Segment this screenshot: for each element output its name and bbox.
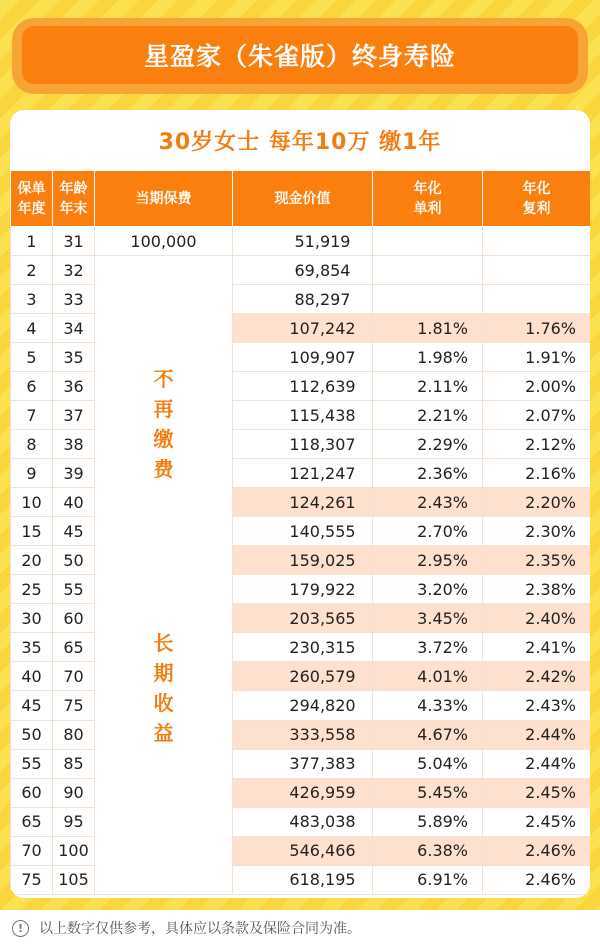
cell-age: 37 bbox=[53, 401, 95, 430]
cell-age: 38 bbox=[53, 430, 95, 459]
col-header-premium: 当期保费 bbox=[95, 171, 233, 227]
cell-simple-rate: 2.36% bbox=[373, 459, 483, 488]
cell-compound-rate: 2.07% bbox=[483, 401, 591, 430]
cell-compound-rate: 2.42% bbox=[483, 662, 591, 691]
col-header-age: 年龄 年末 bbox=[53, 171, 95, 227]
label-no-more-payment bbox=[95, 364, 232, 484]
cell-compound-rate bbox=[483, 256, 591, 285]
cell-compound-rate: 1.91% bbox=[483, 343, 591, 372]
premium-merged-cell bbox=[95, 256, 233, 895]
cell-simple-rate bbox=[373, 227, 483, 256]
cell-cash-value: 294,820 bbox=[233, 691, 373, 720]
disclaimer-bar bbox=[0, 910, 600, 946]
cell-compound-rate: 2.30% bbox=[483, 517, 591, 546]
col-header-year: 保单 年度 bbox=[11, 171, 53, 227]
cash-value-table bbox=[10, 170, 590, 895]
info-icon: ! bbox=[12, 920, 29, 937]
cell-policy-year: 55 bbox=[11, 749, 53, 778]
cell-compound-rate: 2.46% bbox=[483, 836, 591, 865]
cell-simple-rate: 3.20% bbox=[373, 575, 483, 604]
cell-policy-year: 70 bbox=[11, 836, 53, 865]
label-char: 益 bbox=[153, 721, 174, 745]
cell-simple-rate: 4.01% bbox=[373, 662, 483, 691]
cell-policy-year: 50 bbox=[11, 720, 53, 749]
label-char: 再 bbox=[153, 397, 174, 421]
cell-simple-rate: 5.45% bbox=[373, 778, 483, 807]
cell-simple-rate: 4.33% bbox=[373, 691, 483, 720]
cell-policy-year: 45 bbox=[11, 691, 53, 720]
cell-simple-rate: 3.72% bbox=[373, 633, 483, 662]
cell-compound-rate: 2.20% bbox=[483, 488, 591, 517]
cell-compound-rate: 2.45% bbox=[483, 807, 591, 836]
cell-compound-rate bbox=[483, 285, 591, 314]
cell-cash-value: 69,854 bbox=[233, 256, 373, 285]
cell-policy-year: 9 bbox=[11, 459, 53, 488]
cell-policy-year: 8 bbox=[11, 430, 53, 459]
cell-simple-rate bbox=[373, 285, 483, 314]
label-char: 期 bbox=[153, 661, 174, 685]
cell-cash-value: 333,558 bbox=[233, 720, 373, 749]
cell-cash-value: 121,247 bbox=[233, 459, 373, 488]
cell-simple-rate: 2.29% bbox=[373, 430, 483, 459]
cell-compound-rate: 2.40% bbox=[483, 604, 591, 633]
cell-policy-year: 4 bbox=[11, 314, 53, 343]
cell-cash-value: 51,919 bbox=[233, 227, 373, 256]
cell-policy-year: 6 bbox=[11, 372, 53, 401]
cell-age: 31 bbox=[53, 227, 95, 256]
cell-age: 90 bbox=[53, 778, 95, 807]
label-long-term-return bbox=[95, 628, 232, 748]
cell-simple-rate: 2.43% bbox=[373, 488, 483, 517]
cell-simple-rate: 2.21% bbox=[373, 401, 483, 430]
cell-compound-rate: 2.16% bbox=[483, 459, 591, 488]
cell-cash-value: 140,555 bbox=[233, 517, 373, 546]
col-header-compound-rate: 年化 复利 bbox=[483, 171, 591, 227]
cell-cash-value: 88,297 bbox=[233, 285, 373, 314]
cell-simple-rate: 4.67% bbox=[373, 720, 483, 749]
cell-cash-value: 230,315 bbox=[233, 633, 373, 662]
cell-simple-rate: 1.98% bbox=[373, 343, 483, 372]
cell-policy-year: 25 bbox=[11, 575, 53, 604]
disclaimer-text: 以上数字仅供参考，具体应以条款及保险合同为准。 bbox=[39, 921, 361, 937]
cell-age: 95 bbox=[53, 807, 95, 836]
cell-cash-value: 159,025 bbox=[233, 546, 373, 575]
cell-compound-rate: 2.35% bbox=[483, 546, 591, 575]
cell-cash-value: 618,195 bbox=[233, 865, 373, 894]
label-char: 费 bbox=[153, 457, 174, 481]
plan-subtitle: 30岁女士 每年10万 缴1年 bbox=[158, 129, 442, 155]
cell-cash-value: 203,565 bbox=[233, 604, 373, 633]
cell-cash-value: 546,466 bbox=[233, 836, 373, 865]
cell-compound-rate: 2.00% bbox=[483, 372, 591, 401]
cell-age: 75 bbox=[53, 691, 95, 720]
label-char: 长 bbox=[153, 631, 174, 655]
cell-policy-year: 60 bbox=[11, 778, 53, 807]
cell-compound-rate: 2.45% bbox=[483, 778, 591, 807]
col-header-cash-value: 现金价值 bbox=[233, 171, 373, 227]
cell-simple-rate: 5.89% bbox=[373, 807, 483, 836]
cell-cash-value: 112,639 bbox=[233, 372, 373, 401]
cell-age: 36 bbox=[53, 372, 95, 401]
cell-policy-year: 1 bbox=[11, 227, 53, 256]
cell-cash-value: 107,242 bbox=[233, 314, 373, 343]
cell-simple-rate: 2.70% bbox=[373, 517, 483, 546]
cell-age: 70 bbox=[53, 662, 95, 691]
label-char: 收 bbox=[153, 691, 174, 715]
cell-compound-rate: 2.41% bbox=[483, 633, 591, 662]
cell-age: 33 bbox=[53, 285, 95, 314]
cell-age: 32 bbox=[53, 256, 95, 285]
cell-policy-year: 3 bbox=[11, 285, 53, 314]
cell-policy-year: 2 bbox=[11, 256, 53, 285]
cell-cash-value: 109,907 bbox=[233, 343, 373, 372]
cell-policy-year: 10 bbox=[11, 488, 53, 517]
label-char: 缴 bbox=[153, 427, 174, 451]
cell-compound-rate: 2.12% bbox=[483, 430, 591, 459]
cell-simple-rate: 5.04% bbox=[373, 749, 483, 778]
cell-cash-value: 260,579 bbox=[233, 662, 373, 691]
cell-age: 39 bbox=[53, 459, 95, 488]
cell-age: 65 bbox=[53, 633, 95, 662]
cell-cash-value: 377,383 bbox=[233, 749, 373, 778]
cell-age: 60 bbox=[53, 604, 95, 633]
cell-policy-year: 7 bbox=[11, 401, 53, 430]
cell-cash-value: 179,922 bbox=[233, 575, 373, 604]
cell-simple-rate: 2.11% bbox=[373, 372, 483, 401]
table-body bbox=[11, 227, 591, 895]
cell-age: 80 bbox=[53, 720, 95, 749]
cell-age: 50 bbox=[53, 546, 95, 575]
cell-policy-year: 30 bbox=[11, 604, 53, 633]
cell-age: 55 bbox=[53, 575, 95, 604]
table-row bbox=[11, 227, 591, 256]
cell-age: 105 bbox=[53, 865, 95, 894]
cell-age: 35 bbox=[53, 343, 95, 372]
cell-cash-value: 118,307 bbox=[233, 430, 373, 459]
cell-compound-rate: 2.43% bbox=[483, 691, 591, 720]
col-header-simple-rate: 年化 单利 bbox=[373, 171, 483, 227]
cell-policy-year: 15 bbox=[11, 517, 53, 546]
cell-simple-rate: 6.91% bbox=[373, 865, 483, 894]
label-char: 不 bbox=[153, 367, 174, 391]
cell-compound-rate: 2.46% bbox=[483, 865, 591, 894]
cell-premium: 100,000 bbox=[95, 227, 233, 256]
cell-age: 40 bbox=[53, 488, 95, 517]
cell-simple-rate: 2.95% bbox=[373, 546, 483, 575]
table-row bbox=[11, 256, 591, 285]
cell-compound-rate: 2.38% bbox=[483, 575, 591, 604]
table-header-row bbox=[11, 171, 591, 227]
cell-cash-value: 124,261 bbox=[233, 488, 373, 517]
content-card bbox=[10, 110, 590, 898]
cell-simple-rate: 1.81% bbox=[373, 314, 483, 343]
cell-compound-rate bbox=[483, 227, 591, 256]
cell-compound-rate: 2.44% bbox=[483, 749, 591, 778]
cell-policy-year: 75 bbox=[11, 865, 53, 894]
cell-policy-year: 40 bbox=[11, 662, 53, 691]
cell-simple-rate: 6.38% bbox=[373, 836, 483, 865]
cell-policy-year: 35 bbox=[11, 633, 53, 662]
cell-compound-rate: 2.44% bbox=[483, 720, 591, 749]
cell-cash-value: 426,959 bbox=[233, 778, 373, 807]
cell-cash-value: 483,038 bbox=[233, 807, 373, 836]
cell-compound-rate: 1.76% bbox=[483, 314, 591, 343]
cell-age: 100 bbox=[53, 836, 95, 865]
cell-age: 45 bbox=[53, 517, 95, 546]
cell-simple-rate: 3.45% bbox=[373, 604, 483, 633]
cell-cash-value: 115,438 bbox=[233, 401, 373, 430]
cell-policy-year: 5 bbox=[11, 343, 53, 372]
page-title: 星盈家（朱雀版）终身寿险 bbox=[22, 26, 578, 84]
cell-age: 34 bbox=[53, 314, 95, 343]
cell-simple-rate bbox=[373, 256, 483, 285]
cell-policy-year: 20 bbox=[11, 546, 53, 575]
cell-age: 85 bbox=[53, 749, 95, 778]
cell-policy-year: 65 bbox=[11, 807, 53, 836]
